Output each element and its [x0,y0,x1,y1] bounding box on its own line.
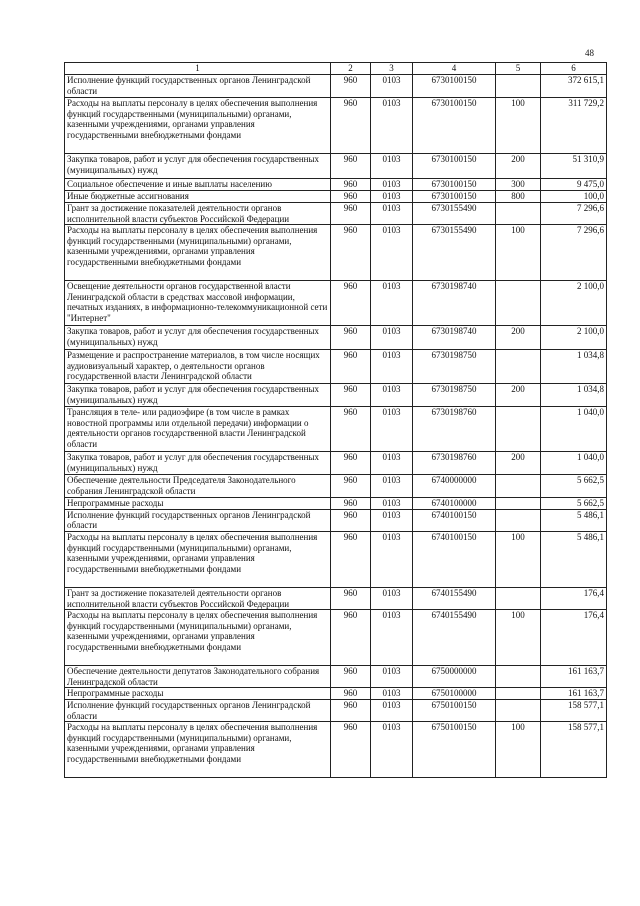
cell-name: Освещение деятельности органов государственной власти Ленинградской области в средствах массовой информации, печатных изданиях, в информационно-телекоммуникационной сети "Интернет" [65,281,331,326]
table-row [65,203,607,225]
cell-vedom: 960 [331,666,371,688]
cell-vedom: 960 [331,154,371,179]
cell-vedom: 960 [331,531,371,587]
table-row [65,179,607,191]
cell-razdel: 0103 [371,191,413,203]
table-row [65,225,607,281]
cell-csr: 6730198760 [413,407,496,452]
header-cell-2: 2 [331,63,371,75]
cell-name: Расходы на выплаты персоналу в целях обеспечения выполнения функций государственными (муниципальными) органами, казенными учреждениями, органами управления государственными внебюджетными фондами [65,98,331,154]
cell-vr: 100 [496,610,541,666]
cell-name: Непрограммные расходы [65,688,331,700]
cell-vr: 100 [496,722,541,778]
table-row [65,191,607,203]
cell-sum: 5 486,1 [541,509,607,531]
header-cell-6: 6 [541,63,607,75]
cell-vedom: 960 [331,191,371,203]
cell-name: Обеспечение деятельности депутатов Законодательного собрания Ленинградской области [65,666,331,688]
cell-razdel: 0103 [371,350,413,384]
table-row [65,350,607,384]
cell-razdel: 0103 [371,688,413,700]
header-cell-3: 3 [371,63,413,75]
cell-vedom: 960 [331,407,371,452]
cell-csr: 6730100150 [413,154,496,179]
cell-razdel: 0103 [371,475,413,498]
cell-csr: 6740100150 [413,531,496,587]
cell-sum: 7 296,6 [541,225,607,281]
header-cell-4: 4 [413,63,496,75]
cell-vr: 200 [496,384,541,407]
cell-vr [496,498,541,510]
cell-vedom: 960 [331,384,371,407]
cell-sum: 161 163,7 [541,688,607,700]
cell-vr: 100 [496,98,541,154]
cell-csr: 6730155490 [413,203,496,225]
cell-razdel: 0103 [371,509,413,531]
cell-name: Расходы на выплаты персоналу в целях обеспечения выполнения функций государственными (муниципальными) органами, казенными учреждениями, органами управления государственными внебюджетными фондами [65,531,331,587]
cell-sum: 1 040,0 [541,407,607,452]
cell-vr: 200 [496,452,541,475]
cell-razdel: 0103 [371,587,413,609]
cell-vedom: 960 [331,225,371,281]
cell-vr [496,475,541,498]
header-cell-5: 5 [496,63,541,75]
cell-vedom: 960 [331,688,371,700]
cell-csr: 6730100150 [413,179,496,191]
cell-vr [496,509,541,531]
cell-vedom: 960 [331,203,371,225]
cell-csr: 6750000000 [413,666,496,688]
cell-razdel: 0103 [371,407,413,452]
cell-vedom: 960 [331,75,371,98]
cell-vr [496,699,541,721]
cell-razdel: 0103 [371,154,413,179]
cell-vedom: 960 [331,98,371,154]
cell-sum: 9 475,0 [541,179,607,191]
cell-vedom: 960 [331,281,371,326]
cell-name: Обеспечение деятельности Председателя Законодательного собрания Ленинградской области [65,475,331,498]
cell-razdel: 0103 [371,531,413,587]
cell-sum: 176,4 [541,610,607,666]
cell-vr [496,281,541,326]
table-row [65,407,607,452]
cell-csr: 6740155490 [413,610,496,666]
cell-vr [496,688,541,700]
cell-csr: 6730100150 [413,75,496,98]
table-row [65,666,607,688]
cell-vr: 300 [496,179,541,191]
cell-vr [496,75,541,98]
cell-vedom: 960 [331,452,371,475]
cell-csr: 6740155490 [413,587,496,609]
cell-razdel: 0103 [371,610,413,666]
table-row [65,509,607,531]
cell-sum: 372 615,1 [541,75,607,98]
cell-csr: 6740100000 [413,498,496,510]
cell-name: Иные бюджетные ассигнования [65,191,331,203]
cell-sum: 311 729,2 [541,98,607,154]
cell-vedom: 960 [331,475,371,498]
cell-razdel: 0103 [371,666,413,688]
cell-vr [496,407,541,452]
cell-csr: 6750100000 [413,688,496,700]
cell-vedom: 960 [331,179,371,191]
cell-vedom: 960 [331,498,371,510]
cell-razdel: 0103 [371,384,413,407]
table-row [65,688,607,700]
cell-name: Размещение и распространение материалов, в том числе носящих аудиовизуальный характер, о деятельности органов государственной власти Ленинградской области [65,350,331,384]
budget-table [64,62,607,778]
table-row [65,452,607,475]
cell-razdel: 0103 [371,498,413,510]
cell-vr [496,587,541,609]
cell-name: Непрограммные расходы [65,498,331,510]
table-row [65,384,607,407]
cell-name: Исполнение функций государственных органов Ленинградской области [65,509,331,531]
cell-vedom: 960 [331,699,371,721]
cell-name: Закупка товаров, работ и услуг для обеспечения государственных (муниципальных) нужд [65,326,331,350]
cell-csr: 6750100150 [413,699,496,721]
cell-csr: 6740100150 [413,509,496,531]
cell-vedom: 960 [331,509,371,531]
cell-name: Расходы на выплаты персоналу в целях обеспечения выполнения функций государственными (муниципальными) органами, казенными учреждениями, органами управления государственными внебюджетными фондами [65,722,331,778]
cell-vr [496,350,541,384]
cell-vedom: 960 [331,587,371,609]
cell-razdel: 0103 [371,75,413,98]
table-row [65,475,607,498]
cell-csr: 6730100150 [413,98,496,154]
cell-csr: 6730155490 [413,225,496,281]
cell-sum: 1 040,0 [541,452,607,475]
cell-name: Грант за достижение показателей деятельности органов исполнительной власти субъектов Российской Федерации [65,203,331,225]
cell-razdel: 0103 [371,722,413,778]
cell-sum: 7 296,6 [541,203,607,225]
cell-sum: 1 034,8 [541,384,607,407]
table-row [65,281,607,326]
cell-name: Исполнение функций государственных органов Ленинградской области [65,75,331,98]
cell-vr: 800 [496,191,541,203]
cell-csr: 6730100150 [413,191,496,203]
table-row [65,531,607,587]
cell-csr: 6730198760 [413,452,496,475]
cell-vedom: 960 [331,610,371,666]
cell-csr: 6730198740 [413,281,496,326]
table-row [65,722,607,778]
table-row [65,610,607,666]
cell-sum: 158 577,1 [541,699,607,721]
cell-sum: 5 486,1 [541,531,607,587]
page-number: 48 [585,48,594,58]
cell-sum: 2 100,0 [541,281,607,326]
cell-sum: 161 163,7 [541,666,607,688]
table-row [65,75,607,98]
cell-razdel: 0103 [371,326,413,350]
table-row [65,98,607,154]
cell-razdel: 0103 [371,452,413,475]
cell-vedom: 960 [331,326,371,350]
cell-sum: 51 310,9 [541,154,607,179]
cell-sum: 100,0 [541,191,607,203]
cell-razdel: 0103 [371,699,413,721]
cell-name: Закупка товаров, работ и услуг для обеспечения государственных (муниципальных) нужд [65,384,331,407]
cell-csr: 6750100150 [413,722,496,778]
cell-vedom: 960 [331,722,371,778]
cell-vr [496,666,541,688]
table-row [65,154,607,179]
cell-razdel: 0103 [371,203,413,225]
cell-name: Социальное обеспечение и иные выплаты населению [65,179,331,191]
cell-sum: 5 662,5 [541,475,607,498]
cell-csr: 6730198750 [413,350,496,384]
cell-razdel: 0103 [371,225,413,281]
cell-vr [496,203,541,225]
cell-name: Закупка товаров, работ и услуг для обеспечения государственных (муниципальных) нужд [65,154,331,179]
cell-name: Расходы на выплаты персоналу в целях обеспечения выполнения функций государственными (муниципальными) органами, казенными учреждениями, органами управления государственными внебюджетными фондами [65,610,331,666]
cell-sum: 1 034,8 [541,350,607,384]
cell-sum: 2 100,0 [541,326,607,350]
cell-name: Грант за достижение показателей деятельности органов исполнительной власти субъектов Российской Федерации [65,587,331,609]
cell-name: Трансляция в теле- или радиоэфире (в том числе в рамках новостной программы или отдельной передачи) информации о деятельности органов государственной власти Ленинградской области [65,407,331,452]
cell-razdel: 0103 [371,281,413,326]
cell-sum: 5 662,5 [541,498,607,510]
cell-vedom: 960 [331,350,371,384]
cell-vr: 200 [496,154,541,179]
cell-vr: 100 [496,225,541,281]
cell-vr: 200 [496,326,541,350]
header-row [65,63,607,75]
table-row [65,326,607,350]
cell-csr: 6730198740 [413,326,496,350]
header-cell-1: 1 [65,63,331,75]
cell-sum: 158 577,1 [541,722,607,778]
cell-razdel: 0103 [371,98,413,154]
cell-sum: 176,4 [541,587,607,609]
table-row [65,498,607,510]
cell-name: Закупка товаров, работ и услуг для обеспечения государственных (муниципальных) нужд [65,452,331,475]
cell-vr: 100 [496,531,541,587]
cell-razdel: 0103 [371,179,413,191]
cell-csr: 6740000000 [413,475,496,498]
cell-csr: 6730198750 [413,384,496,407]
table-row [65,587,607,609]
cell-name: Исполнение функций государственных органов Ленинградской области [65,699,331,721]
table-row [65,699,607,721]
cell-name: Расходы на выплаты персоналу в целях обеспечения выполнения функций государственными (муниципальными) органами, казенными учреждениями, органами управления государственными внебюджетными фондами [65,225,331,281]
